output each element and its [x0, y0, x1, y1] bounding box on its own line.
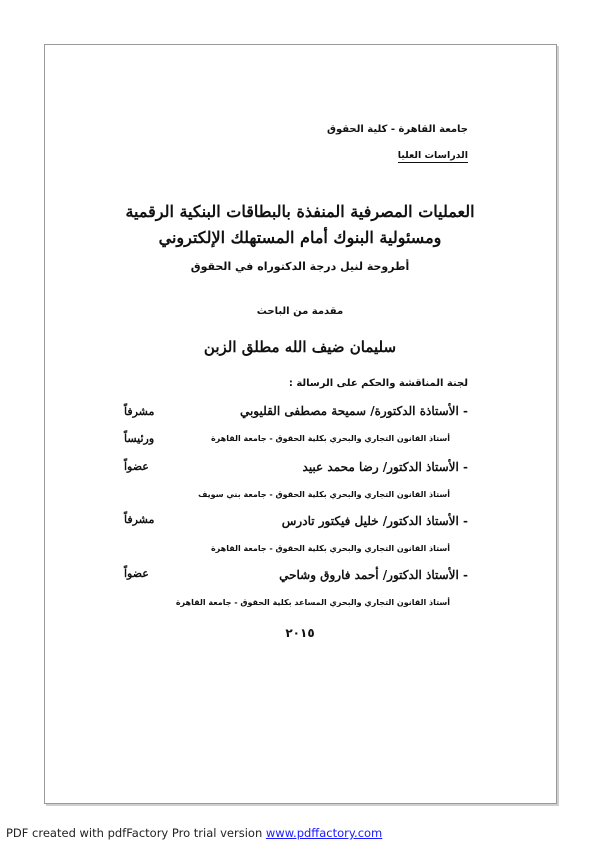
page-frame — [44, 44, 557, 804]
committee-member-name: - الأستاذ الدكتور/ خليل فيكتور تادرس — [281, 514, 468, 528]
committee-member-name: - الأستاذ الدكتور/ أحمد فاروق وشاحي — [279, 568, 468, 582]
committee-member-role: عضواً — [124, 460, 149, 473]
footer-text: PDF created with pdfFactory Pro trial version — [6, 826, 266, 840]
researcher-name: سليمان ضيف الله مطلق الزبن — [203, 338, 397, 356]
thesis-subtitle: أطروحة لنيل درجة الدكتوراه في الحقوق — [190, 260, 410, 273]
thesis-title-line-2: ومسئولية البنوك أمام المستهلك الإلكتروني — [158, 228, 442, 247]
committee-heading: لجنة المناقشة والحكم على الرسالة : — [288, 378, 468, 389]
committee-member-role: مشرفاً — [124, 405, 155, 418]
year-label: ٢٠١٥ — [285, 626, 315, 640]
thesis-title-line-1: العمليات المصرفية المنفذة بالبطاقات البنكية الرقمية — [125, 202, 475, 221]
committee-member-name: - الأستاذة الدكتورة/ سميحة مصطفى القليوبي — [239, 404, 468, 418]
committee-member-description: أستاذ القانون التجاري والبحري بكلية الحقوق - جامعة القاهرة — [210, 434, 450, 443]
committee-member-role: مشرفاً — [124, 513, 155, 526]
committee-member-role-secondary: ورئيساً — [124, 432, 155, 445]
presented-by-label: مقدمة من الباحث — [256, 306, 344, 317]
committee-member-description: أستاذ القانون التجاري والبحري المساعد بكلية الحقوق - جامعة القاهرة — [175, 598, 450, 607]
committee-member-name: - الأستاذ الدكتور/ رضا محمد عبيد — [302, 460, 468, 474]
university-line: جامعة القاهرة - كلية الحقوق — [327, 124, 468, 135]
committee-member-description: أستاذ القانون التجاري والبحري بكلية الحقوق - جامعة بني سويف — [198, 490, 450, 499]
committee-member-description: أستاذ القانون التجاري والبحري بكلية الحقوق - جامعة القاهرة — [210, 544, 450, 553]
pdf-footer — [6, 826, 382, 840]
footer-link[interactable]: www.pdffactory.com — [265, 826, 383, 840]
department-line: الدراسات العليا — [397, 150, 468, 161]
committee-member-role: عضواً — [124, 567, 149, 580]
